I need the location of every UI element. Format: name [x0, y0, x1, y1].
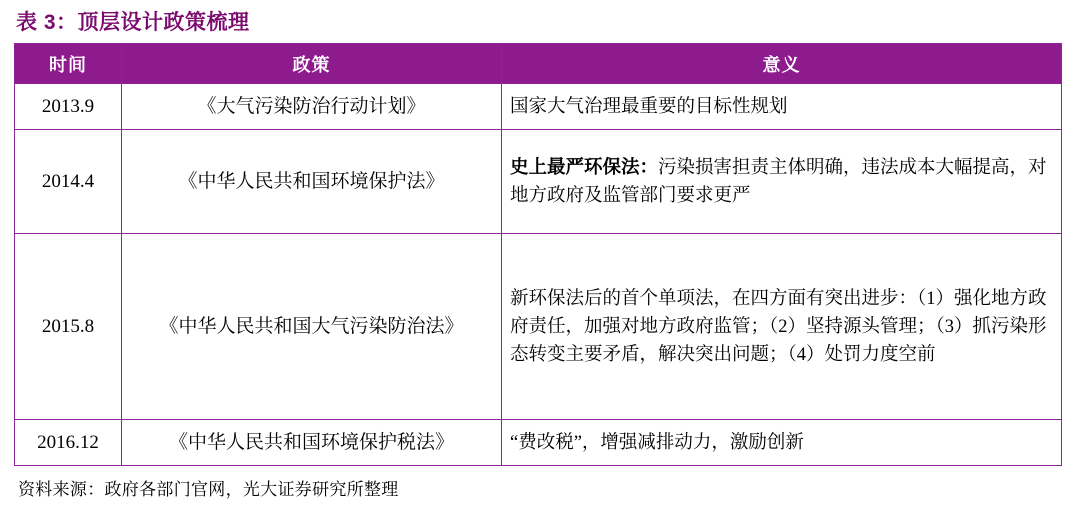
table-header-row — [15, 44, 1062, 84]
table-row — [15, 234, 1062, 420]
cell-time: 2016.12 — [15, 420, 122, 466]
table-row — [15, 84, 1062, 130]
cell-time: 2013.9 — [15, 84, 122, 130]
table-header — [15, 44, 1062, 84]
cell-policy: 《中华人民共和国环境保护税法》 — [122, 420, 502, 466]
cell-meaning-text: 新环保法后的首个单项法，在四方面有突出进步：（1）强化地方政府责任，加强对地方政府监管；（2）坚持源头管理；（3）抓污染形态转变主要矛盾，解决突出问题；（4）处罚力度空前 — [510, 288, 1047, 365]
table-row — [15, 130, 1062, 234]
cell-meaning-text: 国家大气治理最重要的目标性规划 — [510, 96, 788, 117]
column-header-time: 时间 — [15, 44, 122, 84]
table-row — [15, 420, 1062, 466]
policy-table — [14, 43, 1062, 466]
cell-policy: 《中华人民共和国环境保护法》 — [122, 130, 502, 234]
table-body — [15, 84, 1062, 466]
column-header-policy: 政策 — [122, 44, 502, 84]
page-title: 表 3：顶层设计政策梳理 — [16, 11, 250, 34]
cell-meaning — [502, 130, 1062, 234]
cell-time: 2015.8 — [15, 234, 122, 420]
cell-meaning-text: “费改税”，增强减排动力，激励创新 — [510, 432, 804, 453]
cell-meaning — [502, 234, 1062, 420]
cell-policy: 《大气污染防治行动计划》 — [122, 84, 502, 130]
cell-meaning — [502, 84, 1062, 130]
cell-meaning-text: 污染损害担责主体明确，违法成本大幅提高，对地方政府及监管部门要求更严 — [510, 157, 1047, 206]
source-note: 资料来源：政府各部门官网，光大证券研究所整理 — [18, 480, 399, 500]
column-header-meaning: 意义 — [502, 44, 1062, 84]
cell-time: 2014.4 — [15, 130, 122, 234]
cell-meaning — [502, 420, 1062, 466]
cell-policy: 《中华人民共和国大气污染防治法》 — [122, 234, 502, 420]
cell-meaning-emphasis: 史上最严环保法： — [510, 157, 659, 178]
